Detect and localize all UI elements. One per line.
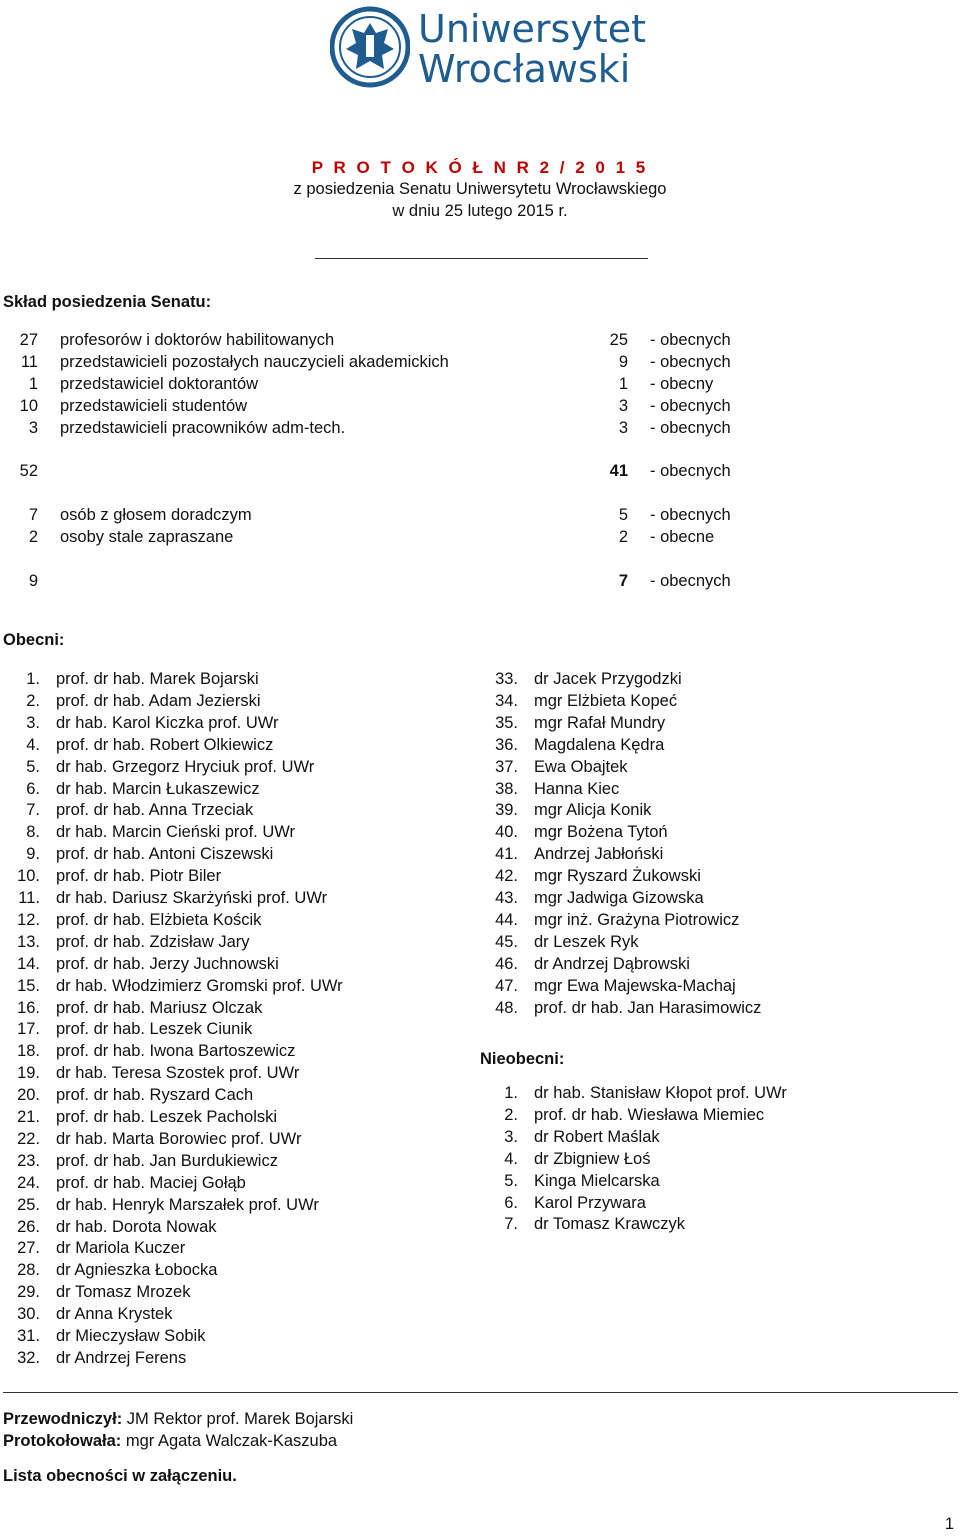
list-item-name: dr Anna Krystek [56, 1305, 173, 1324]
composition-row: 10 przedstawicieli studentów 3 - obecnych [19, 397, 731, 415]
composition-row: 11 przedstawicieli pozostałych nauczycieli akademickich 9 - obecnych [20, 353, 731, 371]
minutes-line [3, 1432, 337, 1451]
list-item-number: 6. [26, 779, 40, 798]
list-item-name: prof. dr hab. Zdzisław Jary [56, 932, 250, 951]
chair-label: Przewodniczył: [3, 1410, 123, 1428]
chair-value: JM Rektor prof. Marek Bojarski [126, 1410, 354, 1428]
composition-total: 52 41 - obecnych [19, 462, 731, 480]
list-item-name: Kinga Mielcarska [534, 1171, 660, 1190]
present-heading: Obecni: [3, 631, 65, 649]
list-item-number: 8. [26, 823, 40, 842]
list-item-number: 11. [18, 889, 40, 907]
list-item-number: 48. [495, 998, 518, 1017]
list-item-name: mgr Ewa Majewska-Machaj [534, 976, 736, 995]
list-item-number: 22. [17, 1129, 40, 1148]
list-item-number: 47. [495, 976, 518, 995]
list-item-name: dr hab. Włodzimierz Gromski prof. UWr [56, 976, 343, 995]
list-item-name: dr Zbigniew Łoś [534, 1149, 651, 1168]
list-item-name: prof. dr hab. Maciej Gołąb [56, 1173, 246, 1192]
list-item-number: 2. [504, 1105, 518, 1124]
list-item-name: dr Leszek Ryk [534, 932, 639, 951]
list-item-name: dr hab. Dariusz Skarżyński prof. UWr [56, 889, 328, 907]
list-item-number: 25. [17, 1195, 40, 1214]
list-item-name: dr Mariola Kuczer [56, 1239, 186, 1258]
list-item-number: 10. [17, 867, 40, 886]
list-item-name: prof. dr hab. Elżbieta Kościk [56, 910, 262, 929]
logo-line1: Uniwersytet [418, 7, 646, 51]
list-item-name: dr hab. Stanisław Kłopot prof. UWr [534, 1084, 787, 1102]
chair-line [3, 1410, 353, 1429]
list-item-name: Karol Przywara [534, 1193, 646, 1212]
list-item-name: mgr Alicja Konik [534, 801, 652, 820]
list-item-name: Andrzej Jabłoński [534, 845, 664, 864]
list-item-number: 3. [26, 713, 40, 732]
list-item-number: 38. [495, 779, 518, 798]
list-item-name: prof. dr hab. Leszek Ciunik [56, 1020, 253, 1039]
list-item-number: 39. [495, 801, 518, 820]
list-item-number: 41. [495, 845, 518, 864]
list-item-name: prof. dr hab. Jan Harasimowicz [534, 998, 762, 1017]
list-item-number: 2. [26, 691, 40, 710]
list-item-name: mgr Ryszard Żukowski [534, 867, 701, 886]
list-item-number: 14. [17, 954, 40, 973]
list-item-number: 40. [495, 823, 518, 842]
list-item-name: prof. dr hab. Marek Bojarski [56, 670, 259, 688]
list-item-number: 15. [17, 976, 40, 995]
list-item-name: dr Mieczysław Sobik [56, 1327, 206, 1345]
list-item-name: dr hab. Karol Kiczka prof. UWr [56, 713, 279, 732]
list-item-number: 9. [26, 845, 40, 864]
document-subtitle: z posiedzenia Senatu Uniwersytetu Wrocławskiego [293, 180, 667, 198]
list-item-number: 18. [17, 1042, 40, 1061]
list-item-name: Hanna Kiec [534, 779, 620, 798]
list-item-number: 7. [504, 1215, 518, 1234]
composition-row: 2 osoby stale zapraszane 2 - obecne [28, 528, 715, 546]
eagle-emblem-icon [330, 5, 410, 89]
list-item-number: 20. [17, 1086, 40, 1105]
list-item-name: prof. dr hab. Antoni Ciszewski [56, 845, 274, 864]
list-item-number: 23. [17, 1151, 40, 1170]
list-item-name: prof. dr hab. Anna Trzeciak [56, 801, 254, 820]
list-item-name: mgr Jadwiga Gizowska [534, 889, 704, 907]
list-item-number: 45. [495, 932, 518, 951]
list-item-name: mgr inż. Grażyna Piotrowicz [534, 910, 740, 929]
header-divider [315, 258, 648, 259]
list-item-name: prof. dr hab. Wiesława Miemiec [534, 1105, 765, 1124]
list-item-number: 30. [17, 1305, 40, 1324]
list-item-number: 21. [17, 1108, 40, 1126]
list-item-name: dr hab. Henryk Marszałek prof. UWr [56, 1195, 319, 1214]
list-item-number: 35. [495, 713, 518, 732]
document-title: P R O T O K Ó Ł N R 2 / 2 0 1 5 [311, 158, 649, 177]
composition-total: 9 7 - obecnych [28, 572, 731, 590]
composition-row: 27 profesorów i doktorów habilitowanych 25 - obecnych [19, 331, 731, 349]
list-item-name: mgr Rafał Mundry [534, 713, 666, 732]
absent-heading: Nieobecni: [480, 1050, 565, 1068]
list-item-name: dr hab. Marta Borowiec prof. UWr [56, 1129, 302, 1148]
list-item-number: 33. [495, 670, 518, 688]
list-item-name: dr hab. Dorota Nowak [56, 1217, 217, 1236]
list-item-number: 13. [17, 932, 40, 951]
document-date: w dniu 25 lutego 2015 r. [392, 202, 568, 220]
page-number: 1 [944, 1515, 954, 1533]
list-item-name: dr Agnieszka Łobocka [56, 1261, 218, 1280]
composition-row: 3 przedstawicieli pracowników adm-tech. 3 - obecnych [28, 419, 731, 437]
list-item-name: dr hab. Marcin Cieński prof. UWr [56, 823, 296, 842]
list-item-name: dr Robert Maślak [534, 1127, 660, 1146]
list-item-number: 44. [495, 910, 518, 929]
list-item-name: dr Tomasz Mrozek [56, 1283, 191, 1302]
list-item-name: prof. dr hab. Piotr Biler [56, 867, 222, 886]
university-logo [330, 5, 646, 95]
composition-heading: Skład posiedzenia Senatu: [3, 293, 212, 311]
list-item-name: prof. dr hab. Adam Jezierski [56, 691, 261, 710]
list-item-name: dr Andrzej Ferens [56, 1348, 187, 1367]
list-item-number: 1. [504, 1084, 518, 1102]
list-item-number: 26. [17, 1217, 40, 1236]
list-item-name: dr Andrzej Dąbrowski [534, 954, 690, 973]
list-item-number: 29. [17, 1283, 40, 1302]
attachment-note: Lista obecności w załączeniu. [3, 1467, 237, 1485]
list-item-number: 7. [26, 801, 40, 820]
list-item-name: Magdalena Kędra [534, 735, 665, 754]
list-item-name: mgr Bożena Tytoń [534, 823, 668, 842]
list-item-name: dr hab. Grzegorz Hryciuk prof. UWr [56, 757, 315, 776]
list-item-number: 46. [495, 954, 518, 973]
list-item-name: prof. dr hab. Leszek Pacholski [56, 1108, 278, 1126]
footer-divider [3, 1392, 958, 1393]
minutes-label: Protokołowała: [3, 1432, 122, 1450]
composition-row: 7 osób z głosem doradczym 5 - obecnych [28, 506, 731, 524]
list-item-number: 3. [504, 1127, 518, 1146]
list-item-number: 28. [17, 1261, 40, 1280]
list-item-name: mgr Elżbieta Kopeć [534, 691, 678, 710]
list-item-number: 34. [495, 691, 518, 710]
list-item-name: prof. dr hab. Iwona Bartoszewicz [56, 1042, 296, 1061]
list-item-number: 4. [26, 735, 40, 754]
list-item-number: 1. [26, 670, 40, 688]
list-item-name: prof. dr hab. Mariusz Olczak [56, 998, 263, 1017]
composition-row: 1 przedstawiciel doktorantów 1 - obecny [28, 375, 714, 393]
list-item-number: 17. [17, 1020, 40, 1039]
list-item-number: 5. [504, 1171, 518, 1190]
list-item-number: 19. [17, 1064, 40, 1083]
list-item-number: 24. [17, 1173, 40, 1192]
list-item-number: 12. [17, 910, 40, 929]
list-item-number: 27. [17, 1239, 40, 1258]
logo-line2: Wrocławski [418, 47, 631, 91]
minutes-value: mgr Agata Walczak-Kaszuba [125, 1432, 338, 1450]
list-item-name: prof. dr hab. Jan Burdukiewicz [56, 1151, 278, 1170]
list-item-number: 42. [495, 867, 518, 886]
list-item-number: 37. [495, 757, 518, 776]
list-item-number: 32. [17, 1348, 40, 1367]
list-item-number: 5. [26, 757, 40, 776]
list-item-number: 43. [495, 889, 518, 907]
list-item-name: dr hab. Marcin Łukaszewicz [56, 779, 260, 798]
list-item-name: dr hab. Teresa Szostek prof. UWr [56, 1064, 300, 1083]
list-item-number: 36. [495, 735, 518, 754]
list-item-name: dr Jacek Przygodzki [534, 670, 682, 688]
list-item-name: prof. dr hab. Jerzy Juchnowski [56, 954, 279, 973]
list-item-number: 31. [17, 1327, 40, 1345]
list-item-number: 4. [504, 1149, 518, 1168]
list-item-name: prof. dr hab. Ryszard Cach [56, 1086, 254, 1105]
list-item-number: 16. [17, 998, 40, 1017]
list-item-name: dr Tomasz Krawczyk [534, 1215, 685, 1234]
list-item-name: Ewa Obajtek [534, 757, 628, 776]
list-item-number: 6. [504, 1193, 518, 1212]
list-item-name: prof. dr hab. Robert Olkiewicz [56, 735, 274, 754]
